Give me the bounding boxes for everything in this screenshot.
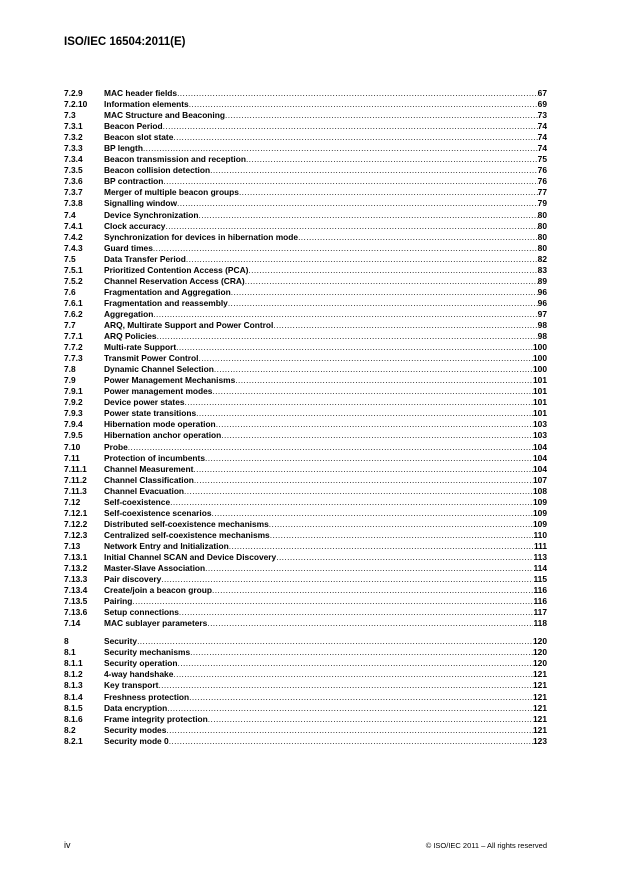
toc-entry-title: Hibernation anchor operation [104,430,222,441]
toc-entry-number: 7.3.8 [64,198,83,209]
toc-entry-number: 8.1 [64,647,76,658]
toc-entry-title: MAC header fields [104,88,178,98]
toc-entry-title: Security operation [104,658,178,669]
toc-entry-title: Channel Classification [104,474,194,485]
toc-entry-page: 121 [533,702,547,713]
toc-entry-number: 7.6 [64,286,76,297]
toc-entry-number: 8.1.6 [64,713,83,724]
toc-entry-number: 7.3.3 [64,143,83,154]
toc-dot-leader [229,541,534,552]
toc-entry-page: 76 [537,165,547,176]
toc-entry-page: 114 [533,563,547,574]
toc-entry-title: Channel Measurement [104,463,194,474]
toc-entry-title: Device power states [104,397,185,408]
toc-entry-page: 69 [537,99,547,110]
toc-entry-title: Guard times [104,242,153,253]
toc-entry-number: 7.8 [64,364,76,375]
toc-dot-leader [216,419,533,430]
toc-entry-title: Security modes [104,724,167,735]
toc-entry[interactable] [64,110,547,121]
toc-entry[interactable] [64,669,547,680]
toc-entry-number: 7.3.6 [64,176,83,187]
toc-entry[interactable] [64,342,547,353]
toc-entry-title: BP length [104,143,143,154]
toc-entry-number: 7.12.1 [64,507,88,518]
toc-entry-number: 7.3.5 [64,165,83,176]
toc-entry[interactable] [64,658,547,669]
toc-entry-number: 7.11.2 [64,474,87,485]
toc-dot-leader [198,353,533,364]
toc-entry-number: 7.13.4 [64,585,88,596]
toc-entry-number: 7.13.5 [64,596,88,607]
toc-dot-leader [189,692,533,703]
toc-entry-page: 117 [533,607,547,618]
toc-entry-title: Clock accuracy [104,220,166,231]
toc-dot-leader [245,276,538,287]
toc-entry-title: BP contraction [104,176,164,187]
toc-entry-page: 80 [537,242,547,253]
toc-entry-title: Power management modes [104,386,213,397]
toc-dot-leader [158,680,533,691]
toc-dot-leader [228,298,538,309]
toc-entry-number: 7.5.1 [64,264,83,275]
toc-entry[interactable] [64,287,547,298]
toc-entry[interactable] [64,419,547,430]
toc-entry-page: 97 [537,308,547,319]
toc-entry-page: 120 [533,658,547,669]
toc-dot-leader [210,165,538,176]
toc-entry-number: 8.2.1 [64,735,83,746]
toc-dot-leader [179,607,534,618]
toc-entry-title: Merger of multiple beacon groups [104,187,239,198]
toc-entry-page: 123 [533,735,547,746]
toc-dot-leader [132,596,533,607]
toc-dot-leader [163,176,537,187]
toc-entry[interactable] [64,552,547,563]
toc-dot-leader [137,636,533,647]
toc-entry-page: 100 [533,364,547,375]
toc-entry[interactable] [64,276,547,287]
toc-entry-page: 120 [533,647,547,658]
toc-entry-title: Beacon slot state [104,132,174,143]
toc-entry-page: 121 [533,713,547,724]
toc-dot-leader [198,210,537,221]
toc-dot-leader [248,265,537,276]
toc-entry[interactable] [64,353,547,364]
toc-dot-leader [170,497,533,508]
toc-entry[interactable] [64,121,547,132]
toc-entry-number: 7.4.1 [64,220,83,231]
toc-dot-leader [161,574,533,585]
toc-entry[interactable] [64,375,547,386]
toc-entry[interactable] [64,254,547,265]
toc-entry-title: Distributed self-coexistence mechanisms [104,518,269,529]
toc-entry[interactable] [64,176,547,187]
toc-entry-number: 7.9.3 [64,408,83,419]
toc-entry-page: 111 [533,540,547,551]
toc-entry-title: Self-coexistence [104,496,171,507]
toc-dot-leader [165,221,537,232]
toc-entry-page: 109 [533,518,547,529]
toc-entry-number: 7.14 [64,618,81,629]
toc-entry-number: 7.4.2 [64,231,83,242]
toc-dot-leader [166,725,533,736]
toc-dot-leader [221,430,533,441]
toc-entry-title: Self-coexistence scenarios [104,507,212,518]
toc-entry[interactable] [64,486,547,497]
toc-entry-number: 7.10 [64,441,81,452]
toc-entry-page: 77 [537,187,547,198]
toc-entry-page: 116 [533,585,547,596]
toc-entry[interactable] [64,298,547,309]
toc-dot-leader [194,475,533,486]
toc-dot-leader [143,143,538,154]
toc-entry-title: Power Management Mechanisms [104,375,236,386]
toc-entry-page: 74 [537,121,547,132]
toc-entry-number: 7.11 [64,452,80,463]
toc-entry[interactable] [64,309,547,320]
toc-entry-title: Initial Channel SCAN and Device Discovery [104,551,277,562]
toc-entry-page: 67 [537,88,547,98]
toc-dot-leader [176,342,533,353]
toc-entry-page: 116 [533,596,547,607]
toc-dot-leader [185,397,533,408]
toc-entry-title: MAC sublayer parameters [104,618,208,629]
toc-dot-leader [193,464,533,475]
toc-entry-title: Centralized self-coexistence mechanisms [104,529,270,540]
toc-entry-title: Hibernation mode operation [104,419,216,430]
toc-entry[interactable] [64,243,547,254]
toc-entry-number: 7.3.1 [64,121,83,132]
toc-entry-title: Channel Evacuation [104,485,185,496]
toc-entry-page: 121 [533,680,547,691]
toc-entry[interactable] [64,143,547,154]
toc-entry[interactable] [64,99,547,110]
toc-entry-title: Protection of incumbents [104,452,205,463]
toc-dot-leader [178,658,533,669]
toc-entry[interactable] [64,221,547,232]
document-header: ISO/IEC 16504:2011(E) [64,36,186,48]
toc-entry-number: 7.12.2 [64,518,88,529]
toc-entry[interactable] [64,88,547,99]
toc-entry-number: 7.6.1 [64,297,83,308]
toc-dot-leader [157,331,538,342]
toc-dot-leader [212,386,533,397]
toc-entry[interactable] [64,320,547,331]
toc-dot-leader [167,703,533,714]
toc-entry-page: 89 [537,275,547,286]
toc-dot-leader [212,585,534,596]
toc-dot-leader [163,121,538,132]
toc-entry-number: 7.12.3 [64,529,88,540]
toc-entry-page: 96 [537,297,547,308]
toc-entry[interactable] [64,530,547,541]
toc-entry-page: 101 [533,375,547,386]
toc-entry-page: 121 [533,724,547,735]
toc-entry-number: 7.3.4 [64,154,83,165]
toc-entry-page: 110 [533,529,547,540]
toc-entry-title: Probe [104,441,128,452]
toc-entry-number: 7.2.10 [64,99,88,110]
toc-dot-leader [214,364,533,375]
toc-entry-title: Transmit Power Control [104,353,199,364]
toc-dot-leader [205,563,533,574]
toc-dot-leader [205,453,533,464]
toc-entry-number: 7.4.3 [64,242,83,253]
toc-entry[interactable] [64,475,547,486]
toc-entry-title: Synchronization for devices in hibernation mode [104,231,299,242]
toc-entry-title: Channel Reservation Access (CRA) [104,275,245,286]
toc-entry-title: Prioritized Contention Access (PCA) [104,264,249,275]
toc-dot-leader [270,530,534,541]
toc-entry-page: 100 [533,353,547,364]
toc-entry-title: Pair discovery [104,574,162,585]
toc-entry-title: Information elements [104,99,189,110]
toc-entry[interactable] [64,692,547,703]
toc-entry-page: 103 [533,419,547,430]
copyright-notice: © ISO/IEC 2011 – All rights reserved [425,841,547,850]
toc-entry-page: 100 [533,342,547,353]
toc-entry-number: 7.5 [64,253,76,264]
toc-entry-number: 7.11.3 [64,485,87,496]
toc-entry-number: 8.1.1 [64,658,83,669]
toc-entry-page: 107 [533,474,547,485]
toc-entry[interactable] [64,714,547,725]
toc-entry-page: 80 [537,209,547,220]
toc-entry-title: ARQ, Multirate Support and Power Control [104,319,274,330]
toc-entry[interactable] [64,210,547,221]
toc-entry-page: 101 [533,397,547,408]
toc-entry-number: 8.1.2 [64,669,83,680]
toc-entry-title: Power state transitions [104,408,197,419]
toc-entry-number: 7.13.6 [64,607,88,618]
toc-entry-number: 7.13 [64,540,81,551]
toc-entry-title: Security [104,636,138,647]
toc-entry-page: 73 [537,110,547,121]
toc-entry-number: 7.12 [64,496,81,507]
toc-entry-page: 80 [537,220,547,231]
toc-entry-number: 7.9.1 [64,386,83,397]
table-of-contents [64,88,547,747]
toc-entry-page: 103 [533,430,547,441]
toc-dot-leader [153,309,537,320]
toc-entry-title: Data encryption [104,702,168,713]
toc-entry-title: Beacon collision detection [104,165,211,176]
toc-entry-number: 7.9.5 [64,430,83,441]
toc-entry-page: 115 [533,574,547,585]
toc-entry-title: Dynamic Channel Selection [104,364,214,375]
toc-entry[interactable] [64,397,547,408]
toc-entry[interactable] [64,187,547,198]
toc-entry-title: Freshness protection [104,691,190,702]
toc-dot-leader [173,669,533,680]
toc-entry[interactable] [64,736,547,747]
toc-entry-page: 104 [533,452,547,463]
toc-entry-page: 101 [533,386,547,397]
toc-entry-title: Create/join a beacon group [104,585,212,596]
toc-dot-leader [273,320,537,331]
toc-entry-page: 75 [537,154,547,165]
toc-entry-title: Frame integrity protection [104,713,208,724]
toc-entry-title: Key transport [104,680,159,691]
toc-dot-leader [235,375,533,386]
toc-entry-page: 79 [537,198,547,209]
toc-entry-page: 98 [537,331,547,342]
toc-entry-number: 8 [64,636,69,647]
toc-entry[interactable] [64,574,547,585]
toc-entry-number: 7.2.9 [64,88,83,98]
toc-entry-number: 7.6.2 [64,308,83,319]
toc-entry-title: MAC Structure and Beaconing [104,110,225,121]
toc-entry[interactable] [64,563,547,574]
toc-dot-leader [184,486,533,497]
toc-dot-leader [189,99,538,110]
toc-entry[interactable] [64,265,547,276]
toc-entry-page: 76 [537,176,547,187]
toc-dot-leader [276,552,533,563]
toc-dot-leader [239,187,538,198]
toc-entry-page: 118 [533,618,547,629]
toc-entry[interactable] [64,386,547,397]
toc-entry-title: Device Synchronization [104,209,199,220]
toc-dot-leader [186,254,538,265]
toc-dot-leader [225,110,538,121]
toc-entry-number: 7.7.2 [64,342,83,353]
toc-entry-page: 74 [537,143,547,154]
toc-dot-leader [177,198,538,209]
toc-entry[interactable] [64,508,547,519]
toc-entry-page: 113 [533,551,547,562]
toc-entry-title: Beacon transmission and reception [104,154,246,165]
toc-entry[interactable] [64,464,547,475]
toc-entry-number: 8.1.5 [64,702,83,713]
toc-entry-title: Security mechanisms [104,647,191,658]
toc-entry[interactable] [64,725,547,736]
toc-entry-number: 8.1.3 [64,680,83,691]
toc-entry-page: 83 [537,264,547,275]
toc-entry-number: 7.9.4 [64,419,83,430]
toc-entry-number: 7.7.3 [64,353,83,364]
toc-entry-page: 104 [533,463,547,474]
toc-entry-page: 80 [537,231,547,242]
toc-entry[interactable] [64,647,547,658]
toc-entry[interactable] [64,442,547,453]
toc-entry-title: Setup connections [104,607,179,618]
toc-entry-page: 82 [537,253,547,264]
toc-entry-title: Signalling window [104,198,178,209]
toc-entry-number: 7.11.1 [64,463,87,474]
toc-dot-leader [208,714,533,725]
toc-entry-number: 7.3.7 [64,187,83,198]
toc-entry-page: 96 [537,286,547,297]
toc-entry-number: 7.3.2 [64,132,83,143]
toc-entry-page: 120 [533,636,547,647]
toc-entry-page: 104 [533,441,547,452]
toc-entry[interactable] [64,497,547,508]
toc-entry[interactable] [64,519,547,530]
toc-dot-leader [212,508,533,519]
toc-entry[interactable] [64,607,547,618]
toc-entry[interactable] [64,408,547,419]
toc-entry-page: 98 [537,319,547,330]
toc-entry-number: 7.3 [64,110,76,121]
toc-entry-number: 7.9.2 [64,397,83,408]
toc-entry-title: Data Transfer Period [104,253,186,264]
toc-entry[interactable] [64,232,547,243]
toc-entry-number: 7.13.2 [64,563,88,574]
toc-entry-number: 7.9 [64,375,76,386]
toc-entry-title: Fragmentation and reassembly [104,297,228,308]
toc-entry[interactable] [64,596,547,607]
toc-entry-title: 4-way handshake [104,669,174,680]
toc-entry-number: 7.13.3 [64,574,88,585]
toc-entry-page: 108 [533,485,547,496]
toc-entry-page: 121 [533,669,547,680]
toc-entry-title: Network Entry and Initialization [104,540,229,551]
toc-entry-title: Multi-rate Support [104,342,177,353]
toc-entry[interactable] [64,331,547,342]
toc-entry-title: Security mode 0 [104,735,169,746]
toc-dot-leader [169,736,533,747]
toc-entry[interactable] [64,154,547,165]
toc-entry-number: 7.13.1 [64,551,88,562]
toc-dot-leader [207,618,533,629]
toc-entry-title: Pairing [104,596,133,607]
toc-entry[interactable] [64,453,547,464]
toc-entry-page: 101 [533,408,547,419]
toc-dot-leader [246,154,538,165]
toc-entry[interactable] [64,132,547,143]
toc-entry-number: 7.5.2 [64,275,83,286]
toc-entry-title: Fragmentation and Aggregation [104,286,231,297]
toc-entry[interactable] [64,618,547,629]
toc-entry-number: 8.1.4 [64,691,83,702]
toc-entry[interactable] [64,636,547,647]
toc-entry[interactable] [64,198,547,209]
toc-entry-page: 74 [537,132,547,143]
toc-entry[interactable] [64,541,547,552]
toc-dot-leader [128,442,533,453]
toc-entry-number: 7.7.1 [64,331,83,342]
toc-dot-leader [298,232,538,243]
toc-entry[interactable] [64,680,547,691]
toc-entry-title: Master-Slave Association [104,563,206,574]
toc-entry[interactable] [64,165,547,176]
toc-dot-leader [153,243,538,254]
toc-entry[interactable] [64,703,547,714]
toc-entry[interactable] [64,364,547,375]
toc-dot-leader [196,408,533,419]
toc-dot-leader [190,647,533,658]
toc-entry-title: Aggregation [104,308,154,319]
toc-entry[interactable] [64,430,547,441]
toc-entry-page: 109 [533,496,547,507]
toc-entry-number: 7.4 [64,209,76,220]
toc-entry-page: 109 [533,507,547,518]
toc-dot-leader [177,88,538,99]
toc-entry-title: ARQ Policies [104,331,157,342]
toc-entry-number: 7.7 [64,319,76,330]
toc-entry-page: 121 [533,691,547,702]
toc-dot-leader [269,519,533,530]
toc-entry-title: Beacon Period [104,121,163,132]
toc-dot-leader [231,287,538,298]
toc-dot-leader [173,132,537,143]
toc-entry[interactable] [64,585,547,596]
toc-entry-number: 8.2 [64,724,76,735]
page-number: iv [64,840,71,850]
